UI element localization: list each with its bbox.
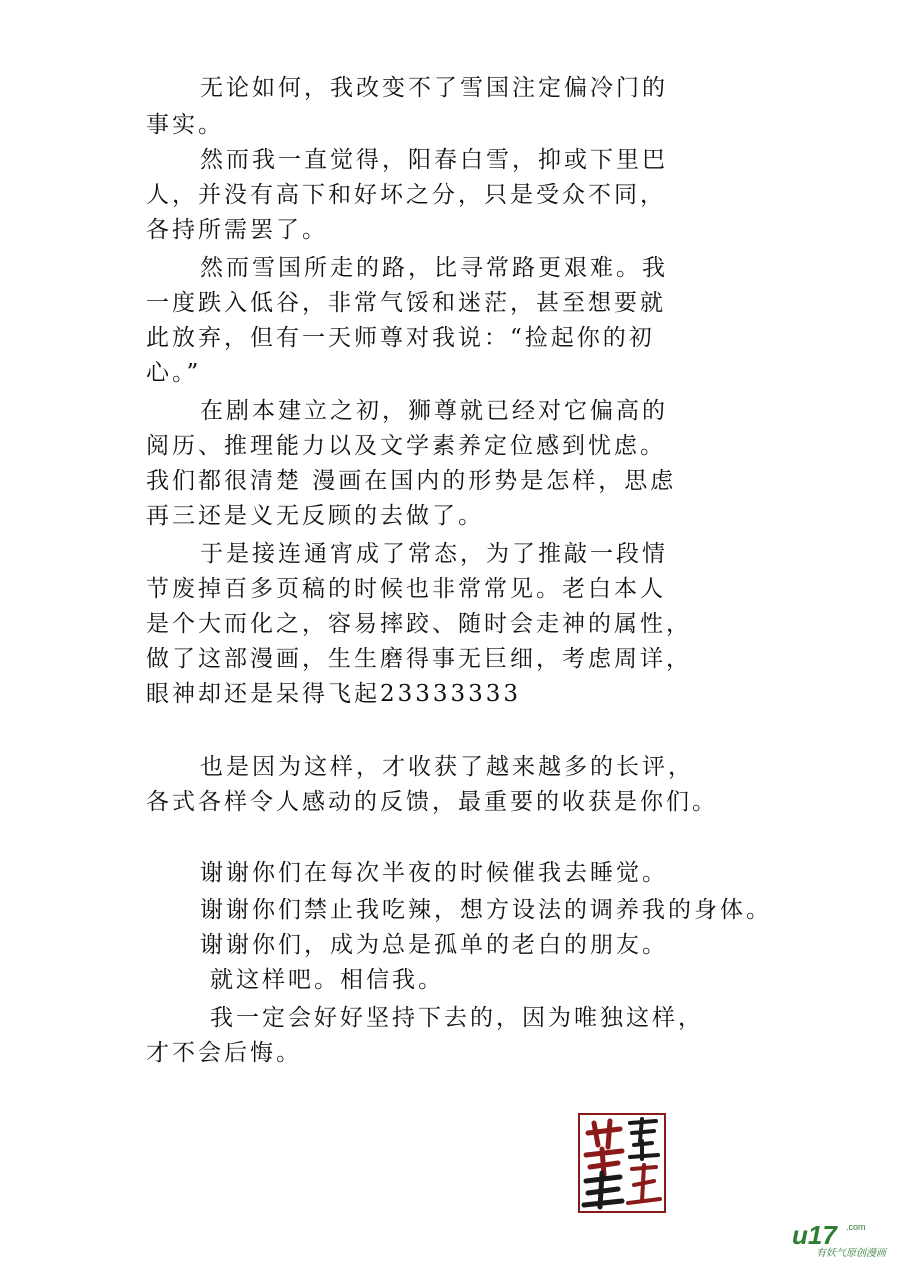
- letter-line: 阅历、推理能力以及文学素养定位感到忧虑。: [146, 433, 666, 459]
- letter-line: 在剧本建立之初，狮尊就已经对它偏高的: [200, 398, 668, 424]
- letter-line: 于是接连通宵成了常态，为了推敲一段情: [200, 541, 668, 567]
- letter-line: 节废掉百多页稿的时候也非常常见。老白本人: [146, 576, 666, 602]
- letter-line: 然而雪国所走的路，比寻常路更艰难。我: [200, 255, 668, 281]
- svg-text:.com: .com: [846, 1222, 866, 1232]
- letter-line: 才不会后悔。: [146, 1040, 302, 1066]
- seal-calligraphy-icon: [580, 1115, 664, 1211]
- letter-line: 就这样吧。相信我。: [210, 967, 444, 993]
- letter-line: 然而我一直觉得，阳春白雪，抑或下里巴: [200, 147, 668, 173]
- u17-logo-icon: [790, 1218, 895, 1258]
- letter-line: 事实。: [146, 112, 224, 138]
- letter-line: 心。”: [146, 360, 202, 386]
- letter-line: 我一定会好好坚持下去的，因为唯独这样，: [210, 1005, 704, 1031]
- signature-seal: [578, 1113, 666, 1213]
- letter-line: 也是因为这样，才收获了越来越多的长评，: [200, 754, 694, 780]
- letter-line: 眼神却还是呆得飞起23333333: [146, 681, 522, 707]
- svg-text:有妖气原创漫画: 有妖气原创漫画: [816, 1248, 886, 1258]
- svg-text:u17: u17: [792, 1220, 837, 1250]
- letter-line: 一度跌入低谷，非常气馁和迷茫，甚至想要就: [146, 290, 666, 316]
- letter-line: 此放弃，但有一天师尊对我说：“捡起你的初: [146, 325, 655, 351]
- letter-line: 谢谢你们在每次半夜的时候催我去睡觉。: [200, 860, 668, 886]
- u17-watermark: [790, 1218, 895, 1258]
- letter-line: 人，并没有高下和好坏之分，只是受众不同，: [146, 182, 666, 208]
- letter-line: 各持所需罢了。: [146, 217, 328, 243]
- letter-line: 各式各样令人感动的反馈，最重要的收获是你们。: [146, 789, 718, 815]
- letter-line: 谢谢你们禁止我吃辣，想方设法的调养我的身体。: [200, 897, 772, 923]
- letter-line: 无论如何，我改变不了雪国注定偏冷门的: [200, 75, 668, 101]
- letter-line: 再三还是义无反顾的去做了。: [146, 503, 484, 529]
- letter-line: 我们都很清楚 漫画在国内的形势是怎样，思虑: [146, 468, 677, 494]
- letter-line: 谢谢你们，成为总是孤单的老白的朋友。: [200, 932, 668, 958]
- letter-line: 是个大而化之，容易摔跤、随时会走神的属性，: [146, 611, 692, 637]
- letter-line: 做了这部漫画，生生磨得事无巨细，考虑周详，: [146, 646, 692, 672]
